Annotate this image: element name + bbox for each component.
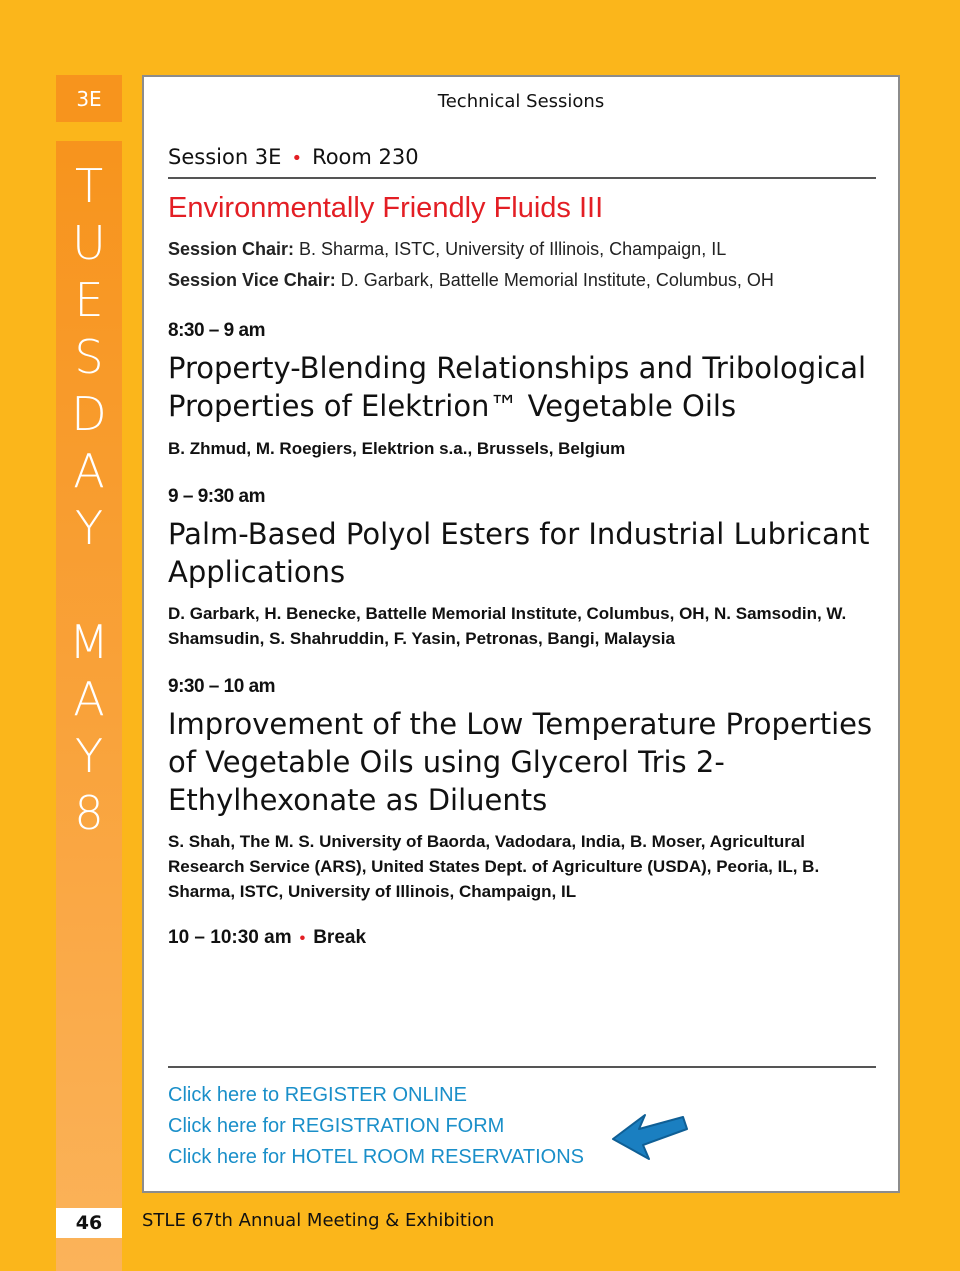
side-letter: S [74, 330, 104, 384]
side-letter: M [69, 615, 109, 669]
side-letter: U [72, 216, 106, 270]
chair-label: Session Chair: [168, 239, 295, 259]
talk-time: 9:30 – 10 am [168, 676, 276, 697]
side-letter: Y [74, 501, 104, 555]
session-tab: 3E [56, 75, 122, 122]
side-letter: T [74, 159, 104, 213]
hotel-reservations-link[interactable]: Click here for HOTEL ROOM RESERVATIONS [168, 1146, 585, 1168]
session-chair [168, 239, 726, 260]
side-gap [56, 557, 122, 614]
page-header: Technical Sessions [437, 91, 605, 112]
talk-time: 8:30 – 9 am [168, 320, 265, 341]
chair-value: B. Sharma, ISTC, University of Illinois, Champaign, IL [294, 239, 727, 259]
side-letter: 8 [74, 786, 104, 840]
side-letter: A [73, 444, 105, 498]
side-letter: A [73, 672, 105, 726]
side-letter: D [71, 387, 107, 441]
divider [168, 1066, 876, 1068]
side-day-date [56, 158, 122, 842]
content-panel [142, 75, 900, 1193]
session-title: Environmentally Friendly Fluids III [168, 192, 604, 224]
break-line [168, 927, 366, 949]
register-online-link[interactable]: Click here to REGISTER ONLINE [168, 1084, 467, 1106]
session-room: Room 230 [312, 145, 419, 169]
talk-authors: S. Shah, The M. S. University of Baorda, Vadodara, India, B. Moser, Agricultural Research Service (ARS), United States Dept. of Agriculture (USDA), Peoria, IL, B. Sharma, ISTC, University of Illinois, Champaign, IL [168, 832, 820, 901]
side-letter: E [74, 273, 104, 327]
side-letter: Y [74, 729, 104, 783]
talk-title: Palm-Based Polyol Esters for Industrial Lubricant Applications [168, 517, 870, 589]
vice-chair-value: D. Garbark, Battelle Memorial Institute, Columbus, OH [335, 270, 774, 290]
session-vice-chair [168, 270, 774, 291]
session-number: Session 3E [168, 145, 282, 169]
talk-time: 9 – 9:30 am [168, 486, 265, 507]
footer-text: STLE 67th Annual Meeting & Exhibition [142, 1210, 495, 1231]
session-info [168, 145, 876, 179]
talk-title: Improvement of the Low Temperature Properties of Vegetable Oils using Glycerol Tris 2-Ethylhexonate as Diluents [168, 707, 873, 817]
page-number: 46 [56, 1208, 122, 1238]
vice-chair-label: Session Vice Chair: [168, 270, 336, 290]
break-time: 10 – 10:30 am [168, 927, 292, 948]
arrow-left-icon [609, 1099, 689, 1165]
talk-title: Property-Blending Relationships and Tribological Properties of Elektrion™ Vegetable Oils [168, 351, 867, 423]
registration-form-link[interactable]: Click here for REGISTRATION FORM [168, 1115, 505, 1137]
bullet-icon: • [299, 930, 306, 947]
talk-authors: D. Garbark, H. Benecke, Battelle Memorial Institute, Columbus, OH, N. Samsodin, W. Shamsudin, S. Shahruddin, F. Yasin, Petronas, Bangi, Malaysia [168, 604, 847, 648]
break-label: Break [313, 927, 367, 948]
links [168, 1080, 584, 1173]
bullet-icon: • [291, 148, 303, 169]
talk-authors: B. Zhmud, M. Roegiers, Elektrion s.a., Brussels, Belgium [168, 439, 626, 458]
